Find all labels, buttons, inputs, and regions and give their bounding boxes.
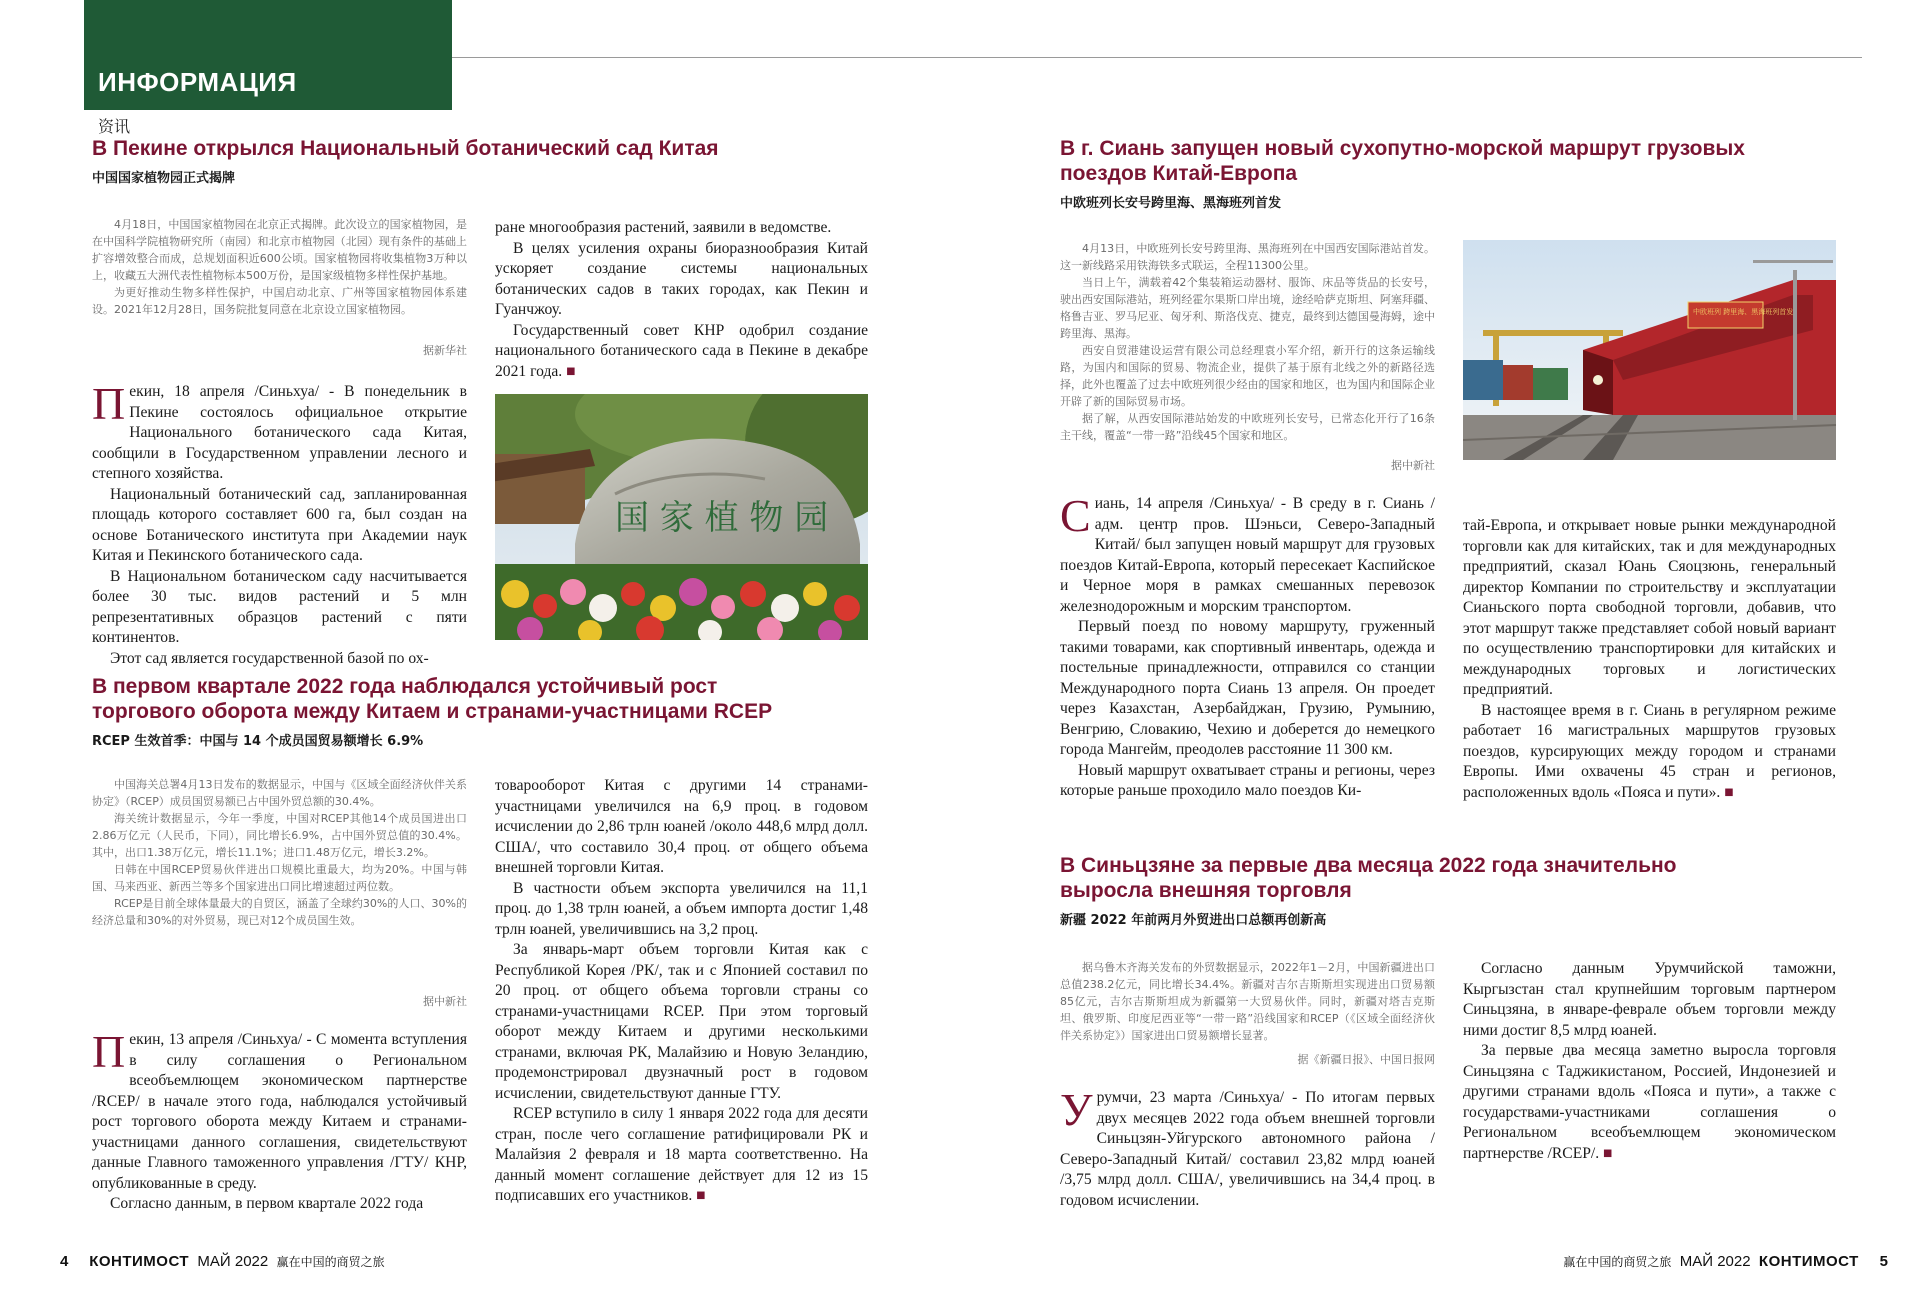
cn-paragraph: 4月18日，中国国家植物园在北京正式揭牌。此次设立的国家植物园，是在中国科学院植物研究所（南园）和北京市植物园（北园）现有条件的基础上扩容增效整合而成，总规划面积近600公顷。国家植物园将收集植物3万种以上，收藏五大洲代表性植物标本500万份，是国家级植物多样性保护基地。 [92,218,467,282]
xinjiang-body-col1 [1060,1084,1435,1211]
cn-paragraph: 海关统计数据显示，今年一季度，中国对RCEP其他14个成员国进出口2.86万亿元（人民币，下同），同比增长6.9%，占中国外贸总值的30.4%。其中，出口1.38万亿元，增长11.1%；进口1.48万亿元，增长3.2%。 [92,812,467,859]
xinjiang-cn-summary [1060,959,1435,1044]
section-tab [84,0,452,110]
end-mark: ■ [1603,1144,1613,1162]
page-number: 5 [1879,1253,1888,1270]
end-mark: ■ [696,1187,706,1204]
xinjiang-headline-line1: В Синьцзяне за первые два месяца 2022 года значительно [1060,854,1677,877]
slogan-cn: 赢在中国的商贸之旅 [276,1255,385,1269]
right-footer [1563,1253,1888,1270]
rcep-body-col2 [495,776,868,1207]
xian-body-col2 [1463,516,1836,803]
magazine-name: КОНТИМОСТ [89,1253,190,1270]
body-paragraph: Новый маршрут охватывает страны и регионы, через которые раньше проходило мало поездов Ки- [1060,761,1435,799]
body-paragraph: За январь-март объем торговли Китая как с Республикой Корея /РК/, так и с Японией составил по 20 проц. от общего объема торговли страны со странами-участницами RCEP. При этом торговый оборот между Китаем и другими несколькими странами, включая РК, Малайзию и Новую Зеландию, продемонстрировал двузначный рост в годовом исчислении, свидетельствуют данные ГТУ. [495,941,868,1102]
garden-subhead-cn: 中国国家植物园正式揭牌 [92,171,236,186]
xian-cn-credit: 据中新社 [1391,459,1435,472]
body-paragraph: Национальный ботанический сад, запланированная площадь которого составляет 600 га, был создан на основе Ботанического института при Академии наук Китая и Пекинского ботанического сада. [92,485,467,564]
cn-paragraph: 4月13日，中欧班列长安号跨里海、黑海班列在中国西安国际港站首发。这一新线路采用铁海铁多式联运，全程11300公里。 [1060,242,1435,272]
rcep-body-col1 [92,1026,467,1215]
cn-paragraph: 为更好推动生物多样性保护，中国启动北京、广州等国家植物园体系建设。2021年12月28日，国务院批复同意在北京设立国家植物园。 [92,286,467,316]
freight-train-photo-svg [1463,240,1836,460]
body-paragraph: В Национальном ботаническом саду насчитывается более 30 тыс. видов растений и 5 млн репрезентативных образцов растений с пяти континентов. [92,567,467,646]
left-footer [60,1253,385,1270]
lead-paragraph: Пекин, 18 апреля /Синьхуа/ - В понедельник в Пекине состоялось официальное открытие Национального ботанического сада Китая, сообщили в Государственном управлении лесного и степного хозяйства. [92,378,467,482]
dropcap: У [1060,1084,1093,1135]
body-paragraph: RCEP вступило в силу 1 января 2022 года для десяти стран, после чего соглашение ратифицировали РК и Малайзия 2 февраля и 18 марта соответственно. На данный момент соглашение действует для 12 из 15 подписавших его участников. ■ [495,1105,868,1204]
xinjiang-subhead-cn: 新疆 2022 年前两月外贸进出口总额再创新高 [1060,913,1327,928]
section-label: ИНФОРМАЦИЯ [98,67,297,97]
body-paragraph: В целях усиления охраны биоразнообразия Китай ускоряет создание системы национальных ботанических садов в таких городах, как Пекин и Гуанчжоу. [495,239,868,318]
rcep-headline [92,674,872,724]
xian-headline-line2: поездов Китай-Европа [1060,162,1298,185]
end-mark: ■ [566,362,576,380]
body-paragraph: В настоящее время в г. Сиань в регулярном режиме работает 16 магистральных маршрутов грузовых поездов, курсирующих между городом и странами Европы. Ими охвачены 45 стран и регионов, расположенных вдоль «Пояса и пути». ■ [1463,701,1836,801]
xian-body-col1 [1060,490,1435,802]
page-number: 4 [60,1253,69,1270]
body-paragraph: В частности объем экспорта увеличился на 11,1 проц. до 1,38 трлн юаней, а объем импорта достиг 1,48 трлн юаней, увеличившись на 3,2 проц. [495,879,868,938]
body-paragraph: Первый поезд по новому маршруту, груженный такими товарами, как спортивный инвентарь, одежда и постельные принадлежности, отправился со станции Международного порта Сиань 13 апреля. Он проедет через Казахстан, Азербайджан, Грузию, Румынию, Венгрию, Словакию, Чехию и доберется до немецкого города Мангейм, преодолев расстояние 11 300 км. [1060,618,1435,758]
xian-subhead-cn: 中欧班列长安号跨里海、黑海班列首发 [1060,196,1282,211]
dropcap: П [92,1026,126,1077]
cn-paragraph: 当日上午，满载着42个集装箱运动器材、服饰、床品等货品的长安号，驶出西安国际港站，班列经霍尔果斯口岸出境，途经哈萨克斯坦、阿塞拜疆、格鲁吉亚、罗马尼亚、匈牙利、斯洛伐克、捷克，最终到达德国曼海姆，途中跨里海、黑海。 [1060,276,1435,340]
section-label-cn: 资讯 [98,117,131,136]
body-paragraph: тай-Европа, и открывает новые рынки международной торговли как для китайских, так и для международных предприятий, сказал Юань Сяоцзюнь, генеральный директор Компании по строительству и эксплуатации Сианьского порта свободной торговли, добавив, что этот маршрут также представляет собой новый вариант по осуществлению транспортировки для китайских и международных торговых и логистических предприятий. [1463,517,1836,698]
right-page [960,0,1920,1303]
rcep-cn-credit: 据中新社 [423,995,467,1008]
xinjiang-headline-line2: выросла внешняя торговля [1060,879,1352,902]
cn-paragraph: RCEP是目前全球体量最大的自贸区，涵盖了全球约30%的人口、30%的经济总量和30%的对外贸易，现已对12个成员国生效。 [92,897,467,927]
train-sign-text: 中欧班列 跨里海、黑海班列首发 [1693,308,1794,316]
body-paragraph: Государственный совет КНР одобрил создание национального ботанического сада в Пекине в декабре 2021 года. ■ [495,321,868,380]
xian-headline-line1: В г. Сиань запущен новый сухопутно-морской маршрут грузовых [1060,137,1745,160]
issue-date: МАЙ 2022 [197,1253,269,1270]
xinjiang-cn-credit: 据《新疆日报》、中国日报网 [1297,1053,1435,1066]
dropcap: П [92,378,126,429]
garden-cn-summary [92,216,467,318]
botanical-garden-stone-photo [495,394,868,640]
cn-paragraph: 据乌鲁木齐海关发布的外贸数据显示，2022年1－2月，中国新疆进出口总值238.2亿元，同比增长34.4%。新疆对吉尔吉斯斯坦实现进出口贸易额85亿元，吉尔吉斯斯坦成为新疆第一大贸易伙伴。同时，新疆对塔吉克斯坦、俄罗斯、印度尼西亚等“一带一路”沿线国家和RCEP（《区域全面经济伙伴关系协定》）国家进出口贸易额增长显著。 [1060,961,1435,1042]
end-mark: ■ [1724,783,1734,801]
slogan-cn: 赢在中国的商贸之旅 [1563,1255,1672,1269]
xian-cn-summary [1060,240,1435,444]
lead-paragraph: Пекин, 13 апреля /Синьхуа/ - С момента вступления в силу соглашения о Региональном всеобъемлющем экономическом партнерстве /RCEP/ в начале этого года, наблюдался устойчивый рост торгового оборота между Китаем и странами-участницами данного соглашения, свидетельствуют данные Главного таможенного управления /ГТУ/ КНР, опубликованные в среду. [92,1026,467,1192]
garden-body-col1 [92,378,467,669]
body-paragraph: товарооборот Китая с другими 14 странами-участницами увеличился на 6,9 проц. в годовом исчислении до 2,86 трлн юаней /около 448,6 млрд долл. США/, что составило 30,4 проц. от общего объема внешней торговли Китая. [495,777,868,876]
issue-date: МАЙ 2022 [1679,1253,1751,1270]
cn-paragraph: 日韩在中国RCEP贸易伙伴进出口规模比重最大，均为20%。中国与韩国、马来西亚、新西兰等多个国家进出口同比增速超过两位数。 [92,863,467,893]
botanical-garden-photo-svg [495,394,868,640]
xian-headline [1060,136,1860,186]
svg-text:国 家 植 物 园: 国 家 植 物 园 [615,498,829,538]
rcep-cn-summary [92,776,467,929]
lead-paragraph: Урумчи, 23 марта /Синьхуа/ - По итогам первых двух месяцев 2022 года объем внешней торговли Синьцзян-Уйгурского автономного района /Северо-Западный Китай/ составил 23,82 млрд юаней /3,75 млрд долл. США/, увеличившись на 34,4 проц. в годовом исчислении. [1060,1084,1435,1209]
dropcap: С [1060,490,1091,541]
cn-paragraph: 据了解，从西安国际港站始发的中欧班列长安号，已常态化开行了16条主干线，覆盖“一带一路”沿线45个国家和地区。 [1060,412,1435,442]
magazine-name: КОНТИМОСТ [1758,1253,1859,1270]
body-paragraph: Этот сад является государственной базой по ох- [110,649,429,667]
xinjiang-headline [1060,853,1860,903]
cn-paragraph: 中国海关总署4月13日发布的数据显示，中国与《区域全面经济伙伴关系协定》（RCEP）成员国贸易额已占中国外贸总额的30.4%。 [92,778,467,808]
rcep-subhead-cn: RCEP 生效首季：中国与 14 个成员国贸易额增长 6.9% [92,734,424,749]
xinjiang-body-col2 [1463,959,1836,1164]
body-paragraph: ране многообразия растений, заявили в ведомстве. [495,219,832,236]
garden-body-col2 [495,218,868,382]
body-paragraph: Согласно данным, в первом квартале 2022 года [110,1195,424,1212]
body-paragraph: Согласно данным Урумчийской таможни, Кыргызстан стал крупнейшим торговым партнером Синьцзяна, в январе-феврале объем торговли между ними достиг 8,5 млрд юаней. [1463,960,1836,1039]
lead-paragraph: Сиань, 14 апреля /Синьхуа/ - В среду в г. Сиань /адм. центр пров. Шэньси, Северо-Западный Китай/ был запущен новый маршрут для грузовых поездов Китай-Европа, который пересекает Каспийское и Черное моря в рамках смешанных перевозок железнодорожным и морским транспортом. [1060,490,1435,615]
freight-train-photo [1463,240,1836,460]
body-paragraph: За первые два месяца заметно выросла торговля Синьцзяна с Таджикистаном, Россией, Индонезией и другими странами вдоль «Пояса и пути», а также с государствами-участниками соглашения о Региональном всеобъемлющем экономическом партнерстве /RCEP/. ■ [1463,1042,1836,1162]
garden-cn-credit: 据新华社 [423,344,467,357]
rcep-headline-line1: В первом квартале 2022 года наблюдался устойчивый рост [92,675,718,698]
cn-paragraph: 西安自贸港建设运营有限公司总经理袁小军介绍，新开行的这条运输线路，为国内和国际的贸易、物流企业，提供了基于原有北线之外的新路径选择，此外也覆盖了过去中欧班列很少经由的国家和地区，也为国内和国际企业开辟了新的国际贸易市场。 [1060,344,1435,408]
garden-headline: В Пекине открылся Национальный ботанический сад Китая [92,137,719,160]
rcep-headline-line2: торгового оборота между Китаем и странами-участницами RCEP [92,700,773,723]
